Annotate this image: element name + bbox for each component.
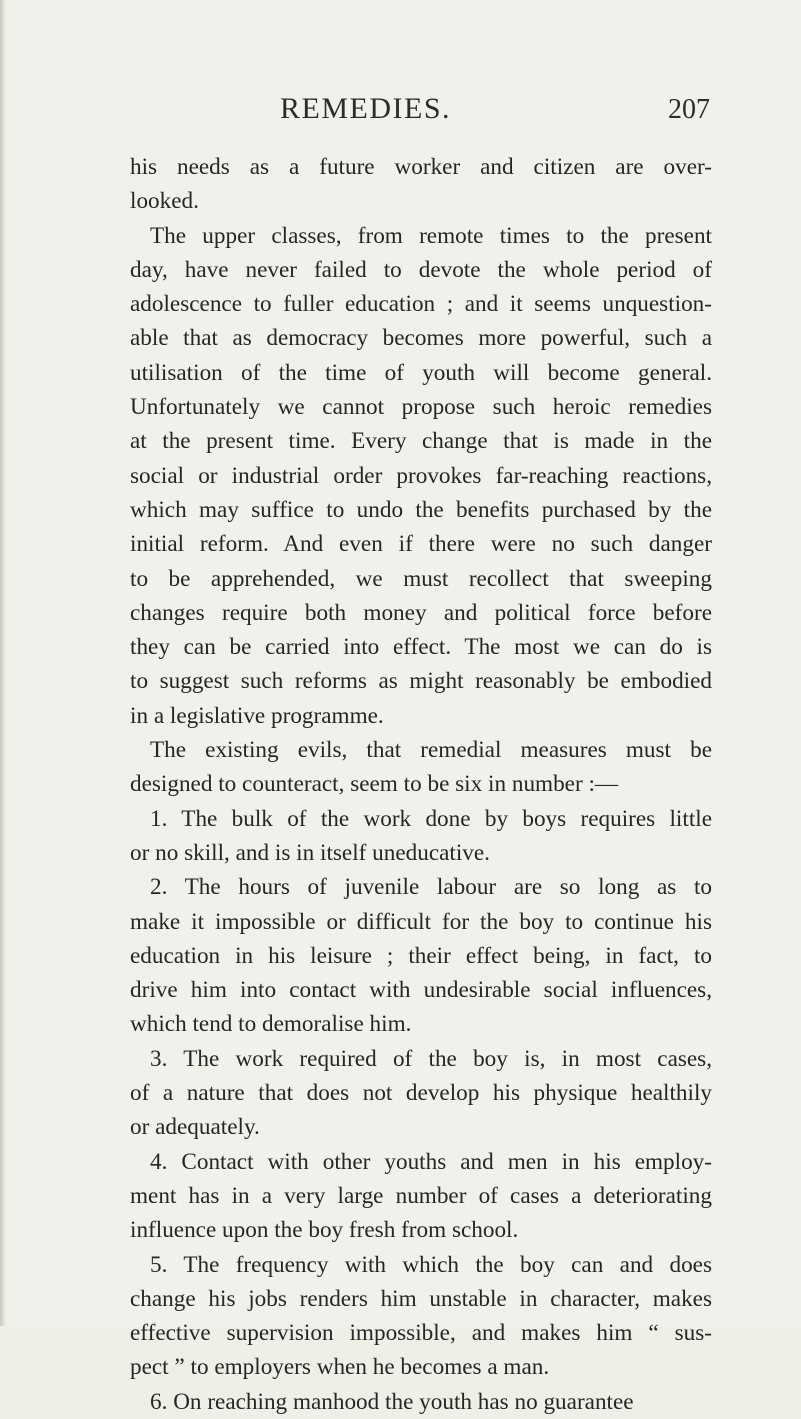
text-line: adolescence to fuller education ; and it seems unquestion- <box>130 291 712 318</box>
text-line: of a nature that does not develop his physique healthily <box>130 1080 712 1107</box>
text-line: The upper classes, from remote times to the present <box>150 222 712 249</box>
text-line: education in his leisure ; their effect being, in fact, to <box>130 942 712 969</box>
text-line: in a legislative programme. <box>130 702 384 729</box>
text-line: changes require both money and political force before <box>130 599 712 626</box>
text-line: pect ” to employers when he becomes a man. <box>130 1354 550 1381</box>
text-line: Unfortunately we cannot propose such heroic remedies <box>130 394 712 421</box>
text-line: influence upon the boy fresh from school. <box>130 1217 519 1244</box>
text-line: ment has in a very large number of cases a deteriorating <box>130 1182 712 1209</box>
text-line: or no skill, and is in itself uneducative. <box>130 839 490 866</box>
text-line: initial reform. And even if there were no such danger <box>130 531 712 558</box>
text-line: 5. The frequency with which the boy can and does <box>150 1251 712 1278</box>
text-line: utilisation of the time of youth will become general. <box>130 359 712 386</box>
text-line: 6. On reaching manhood the youth has no guarantee <box>150 1388 634 1415</box>
page-edge-shadow <box>0 0 6 1326</box>
text-line: which tend to demoralise him. <box>130 1011 412 1038</box>
text-line: they can be carried into effect. The most we can do is <box>130 634 712 661</box>
page-header <box>130 92 710 132</box>
text-line: his needs as a future worker and citizen are over- <box>130 154 712 180</box>
text-line: to be apprehended, we must recollect that sweeping <box>130 565 712 592</box>
text-line: 4. Contact with other youths and men in his employ- <box>150 1148 712 1175</box>
text-line: at the present time. Every change that is made in the <box>130 428 712 455</box>
text-line: make it impossible or difficult for the boy to continue his <box>130 908 712 935</box>
text-line: The existing evils, that remedial measures must be <box>150 737 712 764</box>
text-line: change his jobs renders him unstable in character, makes <box>130 1285 712 1312</box>
text-line: social or industrial order provokes far-reaching reactions, <box>130 462 712 489</box>
text-line: 1. The bulk of the work done by boys requires little <box>150 805 712 832</box>
text-line: to suggest such reforms as might reasonably be embodied <box>130 668 712 695</box>
text-line: or adequately. <box>130 1114 260 1141</box>
text-line: 2. The hours of juvenile labour are so long as to <box>150 874 712 901</box>
page-number: 207 <box>668 94 710 125</box>
text-line: looked. <box>130 188 199 215</box>
text-line: which may suffice to undo the benefits purchased by the <box>130 496 712 523</box>
text-line: effective supervision impossible, and makes him “ sus- <box>130 1320 712 1347</box>
text-line: able that as democracy becomes more powerful, such a <box>130 325 712 352</box>
running-head: REMEDIES. <box>280 92 451 125</box>
body-text <box>130 150 712 1419</box>
text-line: designed to counteract, seem to be six in number :— <box>130 771 619 798</box>
text-line: day, have never failed to devote the whole period of <box>130 256 712 283</box>
text-line: 3. The work required of the boy is, in most cases, <box>150 1045 712 1072</box>
text-line: drive him into contact with undesirable social influences, <box>130 977 712 1004</box>
